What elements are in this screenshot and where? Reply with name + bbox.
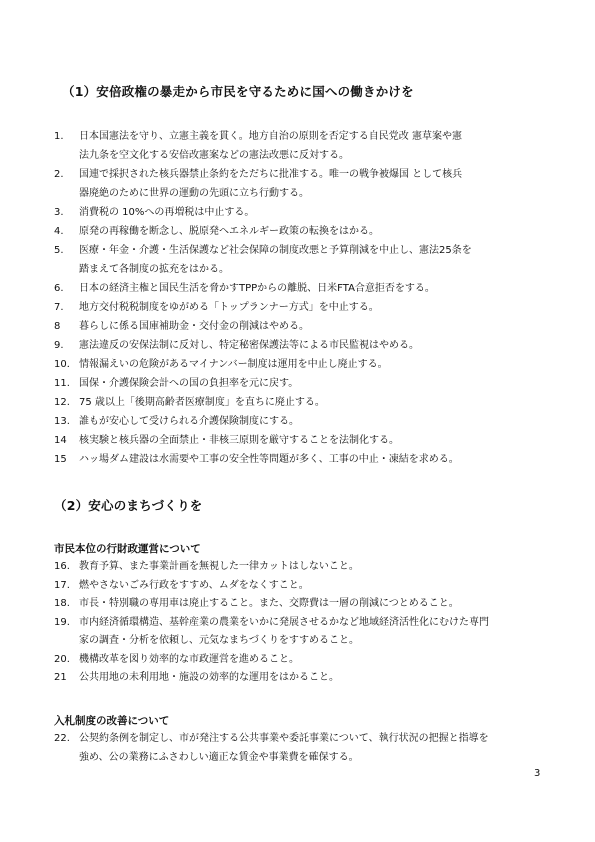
item-text: 医療・年金・介護・生活保護など社会保障の制度改悪と予算削減を中止し、憲法25条を xyxy=(79,245,472,256)
item-text: 国保・介護保険会計への国の負担率を元に戻す。 xyxy=(79,378,299,389)
item-number: 21 xyxy=(54,672,67,683)
item-text: 暮らしに係る国庫補助金・交付金の削減はやめる。 xyxy=(79,321,309,332)
list-item xyxy=(54,203,554,222)
list-item xyxy=(54,651,554,670)
item-text-continued: 強め、公の業務にふさわしい適正な賃金や事業費を確保する。 xyxy=(79,751,359,763)
list-item xyxy=(54,165,554,203)
item-number: 6. xyxy=(54,283,64,294)
item-number: 22. xyxy=(54,733,70,744)
list-item xyxy=(54,393,554,412)
item-text: 日本の経済主権と国民生活を脅かすTPPからの離脱、日米FTA合意拒否をする。 xyxy=(79,283,435,294)
item-number: 14 xyxy=(54,435,67,446)
item-number: 17. xyxy=(54,579,70,591)
item-number: 9. xyxy=(54,340,64,351)
list-item xyxy=(54,614,554,651)
list-item xyxy=(54,450,554,469)
item-number: 19. xyxy=(54,616,70,628)
list-item xyxy=(54,669,554,688)
section-2-list-bidding xyxy=(54,730,554,767)
item-text: 誰もが安心して受けられる介護保険制度にする。 xyxy=(79,416,299,427)
item-text: 日本国憲法を守り、立憲主義を貫く。地方自治の原則を否定する自民党改 憲草案や憲 xyxy=(79,131,462,142)
item-text: 原発の再稼働を断念し、脱原発へエネルギー政策の転換をはかる。 xyxy=(79,226,379,237)
list-item xyxy=(54,298,554,317)
item-text: 消費税の 10%への再増税は中止する。 xyxy=(79,207,255,218)
item-number: 1. xyxy=(54,131,64,142)
item-number: 3. xyxy=(54,207,64,218)
item-text: 市長・特別職の専用車は廃止すること。また、交際費は一層の削減につとめること。 xyxy=(79,598,459,609)
section-2-list-administration xyxy=(54,558,554,688)
item-number: 16. xyxy=(54,561,70,572)
list-item xyxy=(54,431,554,450)
item-number: 13. xyxy=(54,416,70,427)
section-1-list xyxy=(54,127,554,469)
item-text: 機構改革を図り効率的な市政運営を進めること。 xyxy=(79,653,299,665)
list-item xyxy=(54,127,554,165)
item-number: 8 xyxy=(54,321,61,332)
subsection-title-administration: 市民本位の行財政運営について xyxy=(54,543,201,555)
list-item xyxy=(54,412,554,431)
item-number: 5. xyxy=(54,245,64,256)
item-text: 公契約条例を制定し、市が発注する公共事業や委託事業について、執行状況の把握と指導を xyxy=(79,733,489,744)
item-text: 憲法違反の安保法制に反対し、特定秘密保護法等による市民監視はやめる。 xyxy=(79,340,419,351)
item-number: 4. xyxy=(54,226,64,237)
item-number: 2. xyxy=(54,169,64,180)
item-number: 15 xyxy=(54,454,67,465)
item-text: 市内経済循環構造、基幹産業の農業をいかに発展させるかなど地域経済活性化にむけた専門 xyxy=(79,616,489,628)
item-number: 10． xyxy=(54,359,77,370)
list-item xyxy=(54,355,554,374)
list-item xyxy=(54,730,554,767)
list-item xyxy=(54,279,554,298)
list-item xyxy=(54,336,554,355)
item-text-continued: 法九条を空文化する安倍改憲案などの憲法改悪に反対する。 xyxy=(79,150,349,161)
item-text: 75 歳以上「後期高齢者医療制度」を直ちに廃止する。 xyxy=(79,397,325,408)
item-number: 11. xyxy=(54,378,70,389)
item-text: 核実験と核兵器の全面禁止・非核三原則を厳守することを法制化する。 xyxy=(79,435,399,446)
item-text: 教育予算、また事業計画を無視した一律カットはしないこと。 xyxy=(79,561,359,572)
page-number: 3 xyxy=(534,768,541,779)
item-number: 7. xyxy=(54,302,64,313)
item-text: 地方交付税税制度をゆがめる「トップランナー方式」を中止する。 xyxy=(79,302,379,313)
item-text: 公共用地の未利用地・施設の効率的な運用をはかること。 xyxy=(79,672,339,683)
item-text: 燃やさないごみ行政をすすめ、ムダをなくすこと。 xyxy=(79,579,309,591)
list-item xyxy=(54,317,554,336)
item-text-continued: 器廃絶のために世界の運動の先頭に立ち行動する。 xyxy=(79,188,309,199)
item-text: 国連で採択された核兵器禁止条約をただちに批准する。唯一の戦争被爆国 として核兵 xyxy=(79,169,463,180)
section-2-heading: （2）安心のまちづくりを xyxy=(54,498,203,513)
item-text: ハッ場ダム建設は水需要や工事の安全性等問題が多く、工事の中止・凍結を求める。 xyxy=(79,454,459,465)
list-item xyxy=(54,222,554,241)
item-text: 情報漏えいの危険があるマイナンバー制度は運用を中止し廃止する。 xyxy=(79,359,388,370)
list-item xyxy=(54,595,554,614)
list-item xyxy=(54,558,554,577)
list-item xyxy=(54,374,554,393)
item-text-continued: 家の調査・分析を依頼し、元気なまちづくりをすすめること。 xyxy=(79,635,359,646)
item-number: 18. xyxy=(54,598,70,609)
item-number: 20. xyxy=(54,653,70,665)
list-item xyxy=(54,577,554,596)
item-number: 12. xyxy=(54,397,70,408)
subsection-title-bidding: 入札制度の改善について xyxy=(54,715,170,727)
section-1-heading: （1）安倍政権の暴走から市民を守るために国への働きかけを xyxy=(62,84,414,99)
item-text-continued: 踏まえて各制度の拡充をはかる。 xyxy=(79,264,229,275)
list-item xyxy=(54,241,554,279)
